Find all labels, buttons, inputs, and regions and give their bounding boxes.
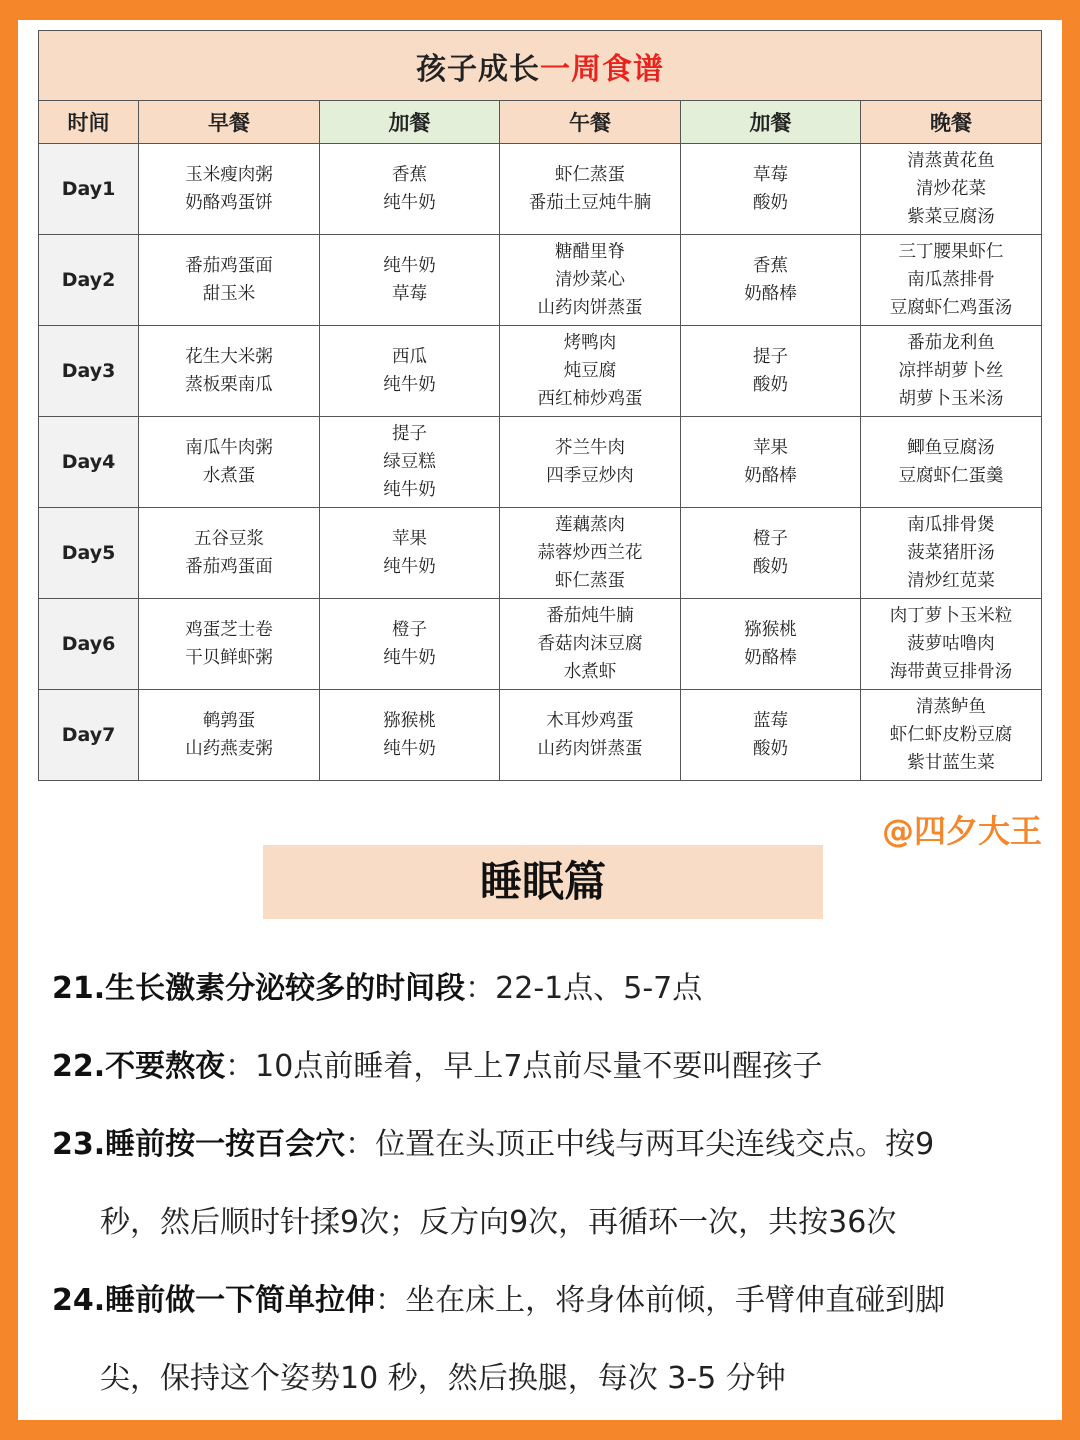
food-item: 清蒸鲈鱼 [916,697,986,717]
snack-2-cell [681,326,861,417]
dinner-cell [861,417,1042,508]
snack-1-cell [320,326,500,417]
menu-row [39,599,1042,690]
header-time: 时间 [39,101,139,144]
food-item: 纯牛奶 [383,648,436,668]
food-item: 豆腐虾仁鸡蛋汤 [889,298,1013,318]
food-item: 番茄鸡蛋面 [185,256,273,276]
snack-2-cell [681,144,861,235]
food-item: 清蒸黄花鱼 [907,151,995,171]
food-item: 奶酪棒 [744,466,797,486]
food-item: 南瓜牛肉粥 [185,438,273,458]
food-item: 绿豆糕 [383,452,436,472]
header-breakfast: 早餐 [139,101,320,144]
food-item: 纯牛奶 [383,557,436,577]
page [18,20,1062,1420]
section-title: 睡眠篇 [263,845,823,919]
dinner-cell [861,326,1042,417]
food-item: 五谷豆浆 [194,529,264,549]
tip-item [52,950,1042,1028]
food-item: 木耳炒鸡蛋 [546,711,634,731]
food-item: 酸奶 [753,739,788,759]
header-snack-1: 加餐 [320,101,500,144]
food-item: 玉米瘦肉粥 [185,165,273,185]
lunch-cell [500,326,681,417]
tip-text: ：10点前睡着，早上7点前尽量不要叫醒孩子 [225,1049,823,1084]
tip-text: ：22-1点、5-7点 [465,971,703,1006]
food-item: 奶酪鸡蛋饼 [185,193,273,213]
food-item: 奶酪棒 [744,648,797,668]
food-item: 香蕉 [392,165,427,185]
food-item: 南瓜排骨煲 [907,515,995,535]
food-item: 凉拌胡萝卜丝 [898,361,1004,381]
food-item: 西瓜 [392,347,427,367]
tip-text: ：坐在床上，将身体前倾，手臂伸直碰到脚 [375,1283,946,1318]
breakfast-cell [139,144,320,235]
lunch-cell [500,690,681,781]
breakfast-cell [139,599,320,690]
food-item: 番茄鸡蛋面 [185,557,273,577]
menu-body [39,144,1042,781]
menu-row [39,690,1042,781]
food-item: 酸奶 [753,557,788,577]
tip-lead: 23.睡前按一按百会穴 [52,1127,346,1162]
dinner-cell [861,690,1042,781]
food-item: 紫菜豆腐汤 [907,207,995,227]
food-item: 山药燕麦粥 [185,739,273,759]
food-item: 南瓜蒸排骨 [907,270,995,290]
food-item: 酸奶 [753,193,788,213]
tip-lead: 22.不要熬夜 [52,1049,226,1084]
snack-2-cell [681,417,861,508]
food-item: 甜玉米 [202,284,256,304]
header-lunch: 午餐 [500,101,681,144]
lunch-cell [500,235,681,326]
snack-1-cell [320,144,500,235]
menu-row [39,144,1042,235]
menu-title-part1: 孩子成长 [416,51,540,87]
food-item: 酸奶 [753,375,788,395]
food-item: 奶酪棒 [744,284,797,304]
food-item: 鹌鹑蛋 [202,711,256,731]
lunch-cell [500,508,681,599]
food-item: 番茄炖牛腩 [546,606,634,626]
dinner-cell [861,144,1042,235]
food-item: 花生大米粥 [185,347,273,367]
food-item: 紫甘蓝生菜 [907,753,995,773]
snack-2-cell [681,690,861,781]
snack-1-cell [320,599,500,690]
menu-title [39,31,1042,101]
food-item: 水煮虾 [563,662,617,682]
food-item: 苹果 [753,438,788,458]
food-item: 豆腐虾仁蛋羹 [898,466,1004,486]
food-item: 山药肉饼蒸蛋 [537,739,643,759]
breakfast-cell [139,235,320,326]
food-item: 芥兰牛肉 [555,438,625,458]
breakfast-cell [139,326,320,417]
food-item: 提子 [392,424,427,444]
menu-row [39,417,1042,508]
day-label: Day5 [39,508,139,599]
food-item: 菠菜猪肝汤 [907,543,995,563]
dinner-cell [861,599,1042,690]
food-item: 猕猴桃 [383,711,436,731]
menu-row [39,326,1042,417]
food-item: 橙子 [392,620,427,640]
lunch-cell [500,599,681,690]
food-item: 鲫鱼豆腐汤 [907,438,995,458]
food-item: 香蕉 [753,256,788,276]
watermark: @四夕大王 [881,812,1042,850]
dinner-cell [861,235,1042,326]
day-label: Day6 [39,599,139,690]
food-item: 西红柿炒鸡蛋 [537,389,643,409]
food-item: 草莓 [753,165,788,185]
food-item: 海带黄豆排骨汤 [889,662,1013,682]
tip-lead: 21.生长激素分泌较多的时间段 [52,971,466,1006]
food-item: 纯牛奶 [383,375,436,395]
food-item: 香菇肉沫豆腐 [537,634,643,654]
food-item: 清炒菜心 [555,270,625,290]
header-snack-2: 加餐 [681,101,861,144]
food-item: 虾仁虾皮粉豆腐 [889,725,1013,745]
breakfast-cell [139,508,320,599]
food-item: 纯牛奶 [383,193,436,213]
food-item: 炖豆腐 [563,361,617,381]
food-item: 橙子 [753,529,788,549]
food-item: 烤鸭肉 [563,333,617,353]
food-item: 三丁腰果虾仁 [898,242,1004,262]
food-item: 蒜蓉炒西兰花 [537,543,643,563]
tip-continuation: 尖，保持这个姿势10 秒，然后换腿，每次 3-5 分钟 [100,1361,786,1396]
snack-2-cell [681,235,861,326]
day-label: Day1 [39,144,139,235]
food-item: 纯牛奶 [383,739,436,759]
breakfast-cell [139,690,320,781]
snack-1-cell [320,235,500,326]
food-item: 干贝鲜虾粥 [185,648,273,668]
food-item: 四季豆炒肉 [546,466,634,486]
food-item: 清炒红苋菜 [907,571,995,591]
food-item: 虾仁蒸蛋 [555,571,625,591]
food-item: 糖醋里脊 [555,242,625,262]
header-dinner: 晚餐 [861,101,1042,144]
tip-item [52,1262,1042,1418]
food-item: 苹果 [392,529,427,549]
food-item: 纯牛奶 [383,480,436,500]
header-row [39,101,1042,144]
food-item: 番茄龙利鱼 [907,333,995,353]
dinner-cell [861,508,1042,599]
breakfast-cell [139,417,320,508]
snack-2-cell [681,599,861,690]
food-item: 提子 [753,347,788,367]
food-item: 虾仁蒸蛋 [555,165,625,185]
snack-1-cell [320,690,500,781]
tip-continuation: 秒，然后顺时针揉9次；反方向9次，再循环一次，共按36次 [100,1205,897,1240]
food-item: 清炒花菜 [916,179,986,199]
snack-2-cell [681,508,861,599]
food-item: 鸡蛋芝士卷 [185,620,273,640]
food-item: 蒸板栗南瓜 [185,375,273,395]
food-item: 草莓 [392,284,427,304]
day-label: Day7 [39,690,139,781]
tip-item [52,1106,1042,1262]
food-item: 猕猴桃 [744,620,797,640]
menu-title-part2: 一周食谱 [540,51,664,87]
food-item: 胡萝卜玉米汤 [898,389,1004,409]
food-item: 番茄土豆炖牛腩 [528,193,652,213]
snack-1-cell [320,508,500,599]
food-item: 山药肉饼蒸蛋 [537,298,643,318]
tip-item [52,1028,1042,1106]
menu-row [39,508,1042,599]
day-label: Day4 [39,417,139,508]
tip-text: ：位置在头顶正中线与两耳尖连线交点。按9 [345,1127,935,1162]
tips-list [52,950,1042,1418]
menu-row [39,235,1042,326]
food-item: 肉丁萝卜玉米粒 [889,606,1013,626]
day-label: Day3 [39,326,139,417]
food-item: 水煮蛋 [202,466,256,486]
lunch-cell [500,417,681,508]
food-item: 莲藕蒸肉 [555,515,625,535]
lunch-cell [500,144,681,235]
food-item: 纯牛奶 [383,256,436,276]
day-label: Day2 [39,235,139,326]
food-item: 蓝莓 [753,711,788,731]
weekly-menu-table [38,30,1042,781]
food-item: 菠萝咕噜肉 [907,634,995,654]
tip-lead: 24.睡前做一下简单拉伸 [52,1283,376,1318]
snack-1-cell [320,417,500,508]
